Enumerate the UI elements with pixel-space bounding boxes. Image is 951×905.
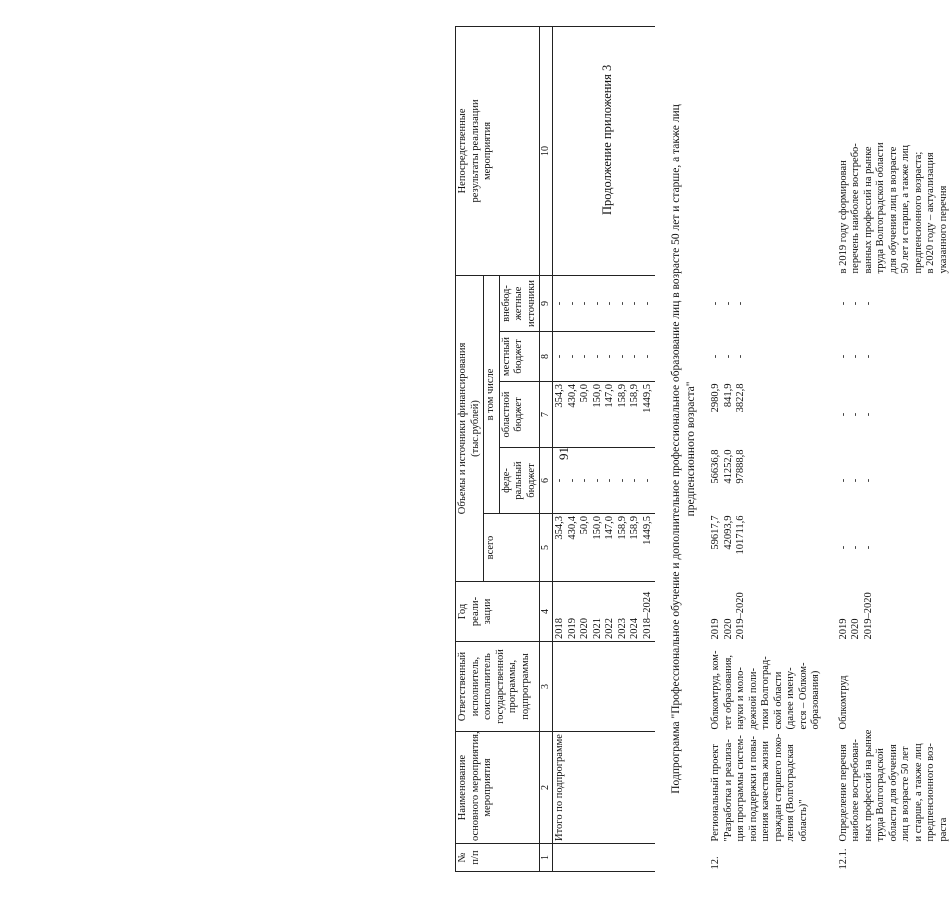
text-line: 1449,5 <box>641 516 653 545</box>
text-line: Определение перечня <box>837 744 849 842</box>
text-line: ской области <box>772 671 784 730</box>
text-line: - <box>554 301 565 306</box>
row12-extrabudget <box>709 275 824 331</box>
text-line: предпенсионного возраста; <box>912 151 924 274</box>
text-line: 2019 <box>837 618 849 640</box>
text-line: 97888,8 <box>735 449 746 484</box>
text-line: 2980,9 <box>710 383 721 413</box>
text-line: в 2019 году сформирован <box>837 160 849 274</box>
text-line: 56636,8 <box>710 449 721 484</box>
text-line: 2019 <box>566 618 578 639</box>
text-line: феде- <box>500 468 512 493</box>
text-line: наиболее востребован- <box>850 739 861 842</box>
text-line: соисполнитель <box>482 653 493 720</box>
text-line: - <box>862 354 874 359</box>
text-line: государственной <box>494 649 506 724</box>
text-line: бюджет <box>513 397 524 432</box>
text-line: Год <box>457 603 468 620</box>
text-line: тет образования, <box>722 655 734 730</box>
text-line: - <box>837 478 849 483</box>
text-line: Наименование <box>457 754 468 821</box>
text-line: - <box>604 478 615 483</box>
text-line: 59617,7 <box>710 515 721 550</box>
itogo-total <box>553 514 656 582</box>
text-line: 2018 <box>554 618 565 639</box>
text-line: 2021 <box>591 618 603 639</box>
text-line: ванных профессий на рынке <box>862 146 874 274</box>
text-line: внебюд- <box>500 285 512 322</box>
text-line: 50,0 <box>579 384 590 403</box>
text-line: - <box>554 478 565 483</box>
text-line: 150,0 <box>591 516 603 540</box>
row121-result <box>824 26 951 275</box>
column-number: 4 <box>540 582 553 642</box>
column-number: 10 <box>540 26 553 275</box>
text-line: - <box>604 301 615 306</box>
text-line: "Разработка и реализа- <box>722 739 734 842</box>
header-local <box>499 332 540 382</box>
subprogram-title-row <box>655 26 709 871</box>
itogo-label: Итого по подпрограмме <box>553 732 656 844</box>
text-line: - <box>566 478 578 483</box>
text-line: основного мероприятия, <box>469 731 481 841</box>
text-line: - <box>591 354 603 359</box>
row121-federal <box>824 448 951 514</box>
column-number: 5 <box>540 514 553 582</box>
text-line: раста <box>937 817 949 842</box>
column-number: 7 <box>540 382 553 448</box>
text-line: перечень наиболее востребо- <box>850 143 861 274</box>
text-line: Региональный проект <box>710 744 721 842</box>
text-line: - <box>850 301 861 306</box>
text-line: 3822,8 <box>735 383 746 413</box>
text-line: 2022 <box>604 618 615 639</box>
column-number: 9 <box>540 275 553 331</box>
text-line: предпенсионного воз- <box>925 743 936 842</box>
text-line: мероприятия <box>482 121 493 181</box>
text-line: 1449,5 <box>641 384 653 413</box>
row12-regional <box>709 382 824 448</box>
text-line: (тыс.рублей) <box>469 400 481 457</box>
text-line: указанного перечня <box>937 185 949 274</box>
row12-num: 12. <box>710 856 721 870</box>
header-num <box>456 844 540 872</box>
text-line: образования) <box>810 670 821 730</box>
row12-federal <box>709 448 824 514</box>
header-year <box>456 582 540 642</box>
header-regional <box>499 382 540 448</box>
text-line: - <box>837 412 849 417</box>
text-line: бюджет <box>513 339 524 374</box>
itogo-row <box>553 26 656 871</box>
text-line: - <box>629 354 640 359</box>
text-line: 430,4 <box>566 516 578 540</box>
text-line: источники <box>525 280 537 327</box>
text-line: в 2020 году – актуализация <box>925 152 936 274</box>
text-line: тики Волгоград- <box>760 656 771 730</box>
text-line: 158,9 <box>616 516 628 540</box>
row121-years <box>824 582 951 642</box>
text-line: реали- <box>469 596 481 627</box>
text-line: ральный <box>513 461 524 500</box>
text-line: 2018–2024 <box>641 591 653 639</box>
itogo-regional <box>553 382 656 448</box>
text-line: 2019–2020 <box>735 592 746 640</box>
text-line: 150,0 <box>591 384 603 408</box>
text-line: труда Волгоградской <box>875 748 886 842</box>
row-12-1 <box>824 26 951 871</box>
header-total: всего <box>484 514 540 582</box>
text-line: - <box>579 478 590 483</box>
text-line: № <box>457 852 468 863</box>
text-line: (далее имену- <box>785 667 796 730</box>
text-line: дежной поли- <box>747 668 759 730</box>
text-line: - <box>862 301 874 306</box>
appendix-continuation: Продолжение приложения 3 <box>600 64 614 215</box>
text-line: подпрограммы <box>519 653 531 720</box>
text-line: - <box>641 354 653 359</box>
text-line: - <box>850 412 861 417</box>
row12-name <box>709 732 824 844</box>
text-line: - <box>837 354 849 359</box>
text-line: 42093,9 <box>722 515 734 550</box>
text-line: 354,3 <box>554 384 565 408</box>
text-line: - <box>710 301 721 306</box>
text-line: - <box>591 301 603 306</box>
text-line: 430,4 <box>566 384 578 408</box>
text-line: Ответственный <box>457 651 468 722</box>
text-line: - <box>554 354 565 359</box>
column-number: 2 <box>540 732 553 844</box>
text-line: для обучения лиц в возрасте <box>887 146 899 274</box>
text-line: - <box>566 301 578 306</box>
text-line: - <box>862 412 874 417</box>
row121-num: 12.1. <box>837 848 849 870</box>
text-line: - <box>862 478 874 483</box>
text-line: Облкомтруд <box>837 675 849 730</box>
itogo-extrabudget <box>553 275 656 331</box>
text-line: - <box>616 301 628 306</box>
text-line: ция программы систем- <box>735 735 746 842</box>
text-line: граждан старшего поко- <box>772 733 784 842</box>
header-results <box>456 26 540 275</box>
text-line: 2020 <box>722 618 734 640</box>
text-line: - <box>722 354 734 359</box>
column-number: 1 <box>540 844 553 872</box>
row12-total <box>709 514 824 582</box>
text-line: - <box>735 354 746 359</box>
text-line: - <box>850 354 861 359</box>
header-incl: в том числе <box>484 275 500 513</box>
itogo-local <box>553 332 656 382</box>
text-line: - <box>604 354 615 359</box>
text-line: 147,0 <box>604 384 615 408</box>
text-line: 50,0 <box>579 516 590 535</box>
row12-years <box>709 582 824 642</box>
column-number: 8 <box>540 332 553 382</box>
text-line: труда Волгоградской области <box>875 142 886 274</box>
row121-extrabudget <box>824 275 951 331</box>
text-line: Непосредственные <box>457 108 468 194</box>
text-line: 158,9 <box>616 384 628 408</box>
row121-name <box>824 729 951 844</box>
text-line: ется – Облком- <box>797 662 809 730</box>
text-line: - <box>629 478 640 483</box>
text-line: зации <box>482 598 493 625</box>
text-line: - <box>579 354 590 359</box>
text-line: лиц в возрасте 50 лет <box>900 746 911 842</box>
text-line: - <box>722 301 734 306</box>
text-line: 158,9 <box>629 516 640 540</box>
text-line: 841,9 <box>722 383 734 408</box>
column-number-row <box>540 26 553 871</box>
text-line: 2019–2020 <box>862 592 874 640</box>
text-line: Облкомтруд, ком- <box>710 650 721 730</box>
text-line: область)" <box>797 799 809 842</box>
text-line: Объемы и источники финансирования <box>457 342 468 515</box>
text-line: - <box>862 545 874 550</box>
subprogram-title: Подпрограмма "Профессиональное обучение и дополнительное профессиональное образование лиц в возрасте 50 лет и старше, а также лиц предпенсионного возраста" <box>670 104 697 794</box>
text-line: - <box>735 301 746 306</box>
text-line: - <box>641 478 653 483</box>
text-line: - <box>579 301 590 306</box>
text-line: ной поддержки и повы- <box>747 736 759 842</box>
text-line: - <box>616 354 628 359</box>
text-line: 2024 <box>629 618 640 639</box>
text-line: ных профессий на рынке <box>862 729 874 842</box>
text-line: - <box>591 478 603 483</box>
text-line: 158,9 <box>629 384 640 408</box>
text-line: области для обучения <box>887 744 899 842</box>
row121-local <box>824 332 951 382</box>
itogo-years <box>553 582 656 642</box>
text-line: 50 лет и старше, а также лиц <box>900 145 911 274</box>
text-line: науки и моло- <box>735 667 746 730</box>
text-line: - <box>616 478 628 483</box>
text-line: ления (Волгоградская <box>785 744 796 842</box>
column-number: 6 <box>540 448 553 514</box>
text-line: - <box>850 478 861 483</box>
header-volumes <box>456 275 484 581</box>
row121-responsible <box>824 642 951 732</box>
text-line: жетные <box>513 286 524 321</box>
financing-table <box>455 26 951 872</box>
row121-total <box>824 514 951 582</box>
text-line: 147,0 <box>604 516 615 540</box>
header-responsible <box>456 642 540 732</box>
text-line: бюджет <box>525 463 537 498</box>
text-line: 2020 <box>850 618 861 640</box>
row121-regional <box>824 382 951 448</box>
text-line: мероприятия <box>482 758 493 817</box>
page-number: 91 <box>556 447 571 460</box>
column-number: 3 <box>540 642 553 732</box>
header-name <box>456 732 540 844</box>
text-line: - <box>850 545 861 550</box>
text-line: шения качества жизни <box>760 741 771 842</box>
text-line: - <box>710 354 721 359</box>
text-line: 101711,6 <box>735 515 746 555</box>
text-line: - <box>837 545 849 550</box>
text-line: исполнитель, <box>469 656 481 717</box>
text-line: местный <box>500 336 512 377</box>
text-line: 2023 <box>616 618 628 639</box>
row12-local <box>709 332 824 382</box>
header-federal <box>499 448 540 514</box>
text-line: 354,3 <box>554 516 565 540</box>
row12-responsible <box>709 642 824 732</box>
text-line: результаты реализации <box>469 99 481 203</box>
header-extrabudget <box>499 275 540 331</box>
text-line: - <box>837 301 849 306</box>
text-line: 2019 <box>710 618 721 640</box>
text-line: программы, <box>507 659 518 714</box>
text-line: п/п <box>469 850 481 865</box>
row-12 <box>709 26 824 871</box>
text-line: областной <box>500 391 512 438</box>
text-line: 2020 <box>579 618 590 639</box>
itogo-federal <box>553 448 656 514</box>
text-line: 41252,0 <box>722 449 734 484</box>
text-line: - <box>641 301 653 306</box>
text-line: и старше, а также лиц <box>912 743 924 842</box>
text-line: - <box>566 354 578 359</box>
text-line: - <box>629 301 640 306</box>
